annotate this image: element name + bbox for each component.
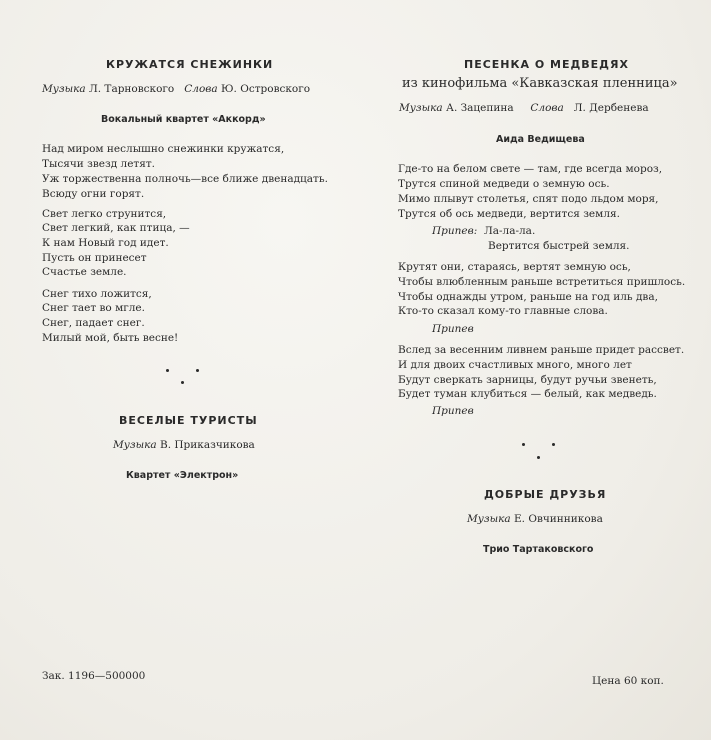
ornament-dot xyxy=(552,443,555,446)
ornament-dot xyxy=(181,381,184,384)
lyric-line: Мимо плывут столетья, спят подо льдом моря, xyxy=(398,193,659,205)
lyric-line: К нам Новый год идет. xyxy=(42,237,169,249)
lyric-line: И для двоих счастливых много, много лет xyxy=(398,359,632,371)
song-title-tourists: ВЕСЕЛЫЕ ТУРИСТЫ xyxy=(119,414,258,427)
lyric-line: Милый мой, быть весне! xyxy=(42,332,179,344)
lyric-line: Чтобы влюбленным раньше встретиться пришлось. xyxy=(398,276,686,288)
lyric-line: Снег тихо ложится, xyxy=(42,288,152,300)
credits-line: Музыка Л. Тарновского Слова Ю. Островского xyxy=(42,83,311,95)
lyric-line: Где-то на белом свете — там, где всегда мороз, xyxy=(398,163,663,175)
lyric-line: Трутся об ось медведи, вертится земля. xyxy=(398,208,620,220)
song-title-good-friends: ДОБРЫЕ ДРУЗЬЯ xyxy=(484,488,607,501)
chorus-line: Вертится быстрей земля. xyxy=(488,240,630,252)
lyric-line: Свет легко струнится, xyxy=(42,208,167,220)
performer: Квартет «Электрон» xyxy=(126,470,239,481)
lyric-line: Пусть он принесет xyxy=(42,252,147,264)
price: Цена 60 коп. xyxy=(592,675,664,687)
lyric-line: Снег тает во мгле. xyxy=(42,302,145,314)
lyric-line: Всюду огни горят. xyxy=(42,188,145,200)
lyric-line: Вслед за весенним ливнем раньше придет рассвет. xyxy=(398,344,685,356)
lyric-line: Счастье земле. xyxy=(42,266,127,278)
performer: Аида Ведищева xyxy=(496,134,585,145)
song-title-bears: ПЕСЕНКА О МЕДВЕДЯХ xyxy=(464,58,629,71)
song-title-snowflakes: КРУЖАТСЯ СНЕЖИНКИ xyxy=(106,58,274,71)
ornament-dot xyxy=(196,369,199,372)
credits-line: Музыка В. Приказчикова xyxy=(113,439,255,451)
lyric-line: Свет легкий, как птица, — xyxy=(42,222,190,234)
lyric-line: Тысячи звезд летят. xyxy=(42,158,155,170)
lyric-line: Будут сверкать зарницы, будут ручьи звенеть, xyxy=(398,374,657,386)
song-subtitle: из кинофильма «Кавказская пленница» xyxy=(402,76,678,91)
credits-line: Музыка Е. Овчинникова xyxy=(467,513,603,525)
lyric-line: Над миром неслышно снежинки кружатся, xyxy=(42,143,285,155)
performer: Вокальный квартет «Аккорд» xyxy=(101,114,266,125)
lyric-line: Чтобы однажды утром, раньше на год иль два, xyxy=(398,291,658,303)
print-order-number: Зак. 1196—500000 xyxy=(42,670,146,682)
ornament-dot xyxy=(522,443,525,446)
lyric-line: Уж торжественна полночь—все ближе двенадцать. xyxy=(42,173,328,185)
lyric-line: Крутят они, стараясь, вертят земную ось, xyxy=(398,261,631,273)
chorus-repeat: Припев xyxy=(432,405,474,417)
performer: Трио Тартаковского xyxy=(483,544,594,555)
chorus-repeat: Припев xyxy=(432,323,474,335)
credits-line: Музыка А. Зацепина Слова Л. Дербенева xyxy=(399,102,649,114)
chorus-line: Припев: Ла-ла-ла. xyxy=(432,225,536,237)
ornament-dot xyxy=(537,456,540,459)
lyric-line: Снег, падает снег. xyxy=(42,317,145,329)
ornament-dot xyxy=(166,369,169,372)
lyric-line: Кто-то сказал кому-то главные слова. xyxy=(398,305,608,317)
lyric-line: Трутся спиной медведи о земную ось. xyxy=(398,178,610,190)
lyric-line: Будет туман клубиться — белый, как медведь. xyxy=(398,388,657,400)
